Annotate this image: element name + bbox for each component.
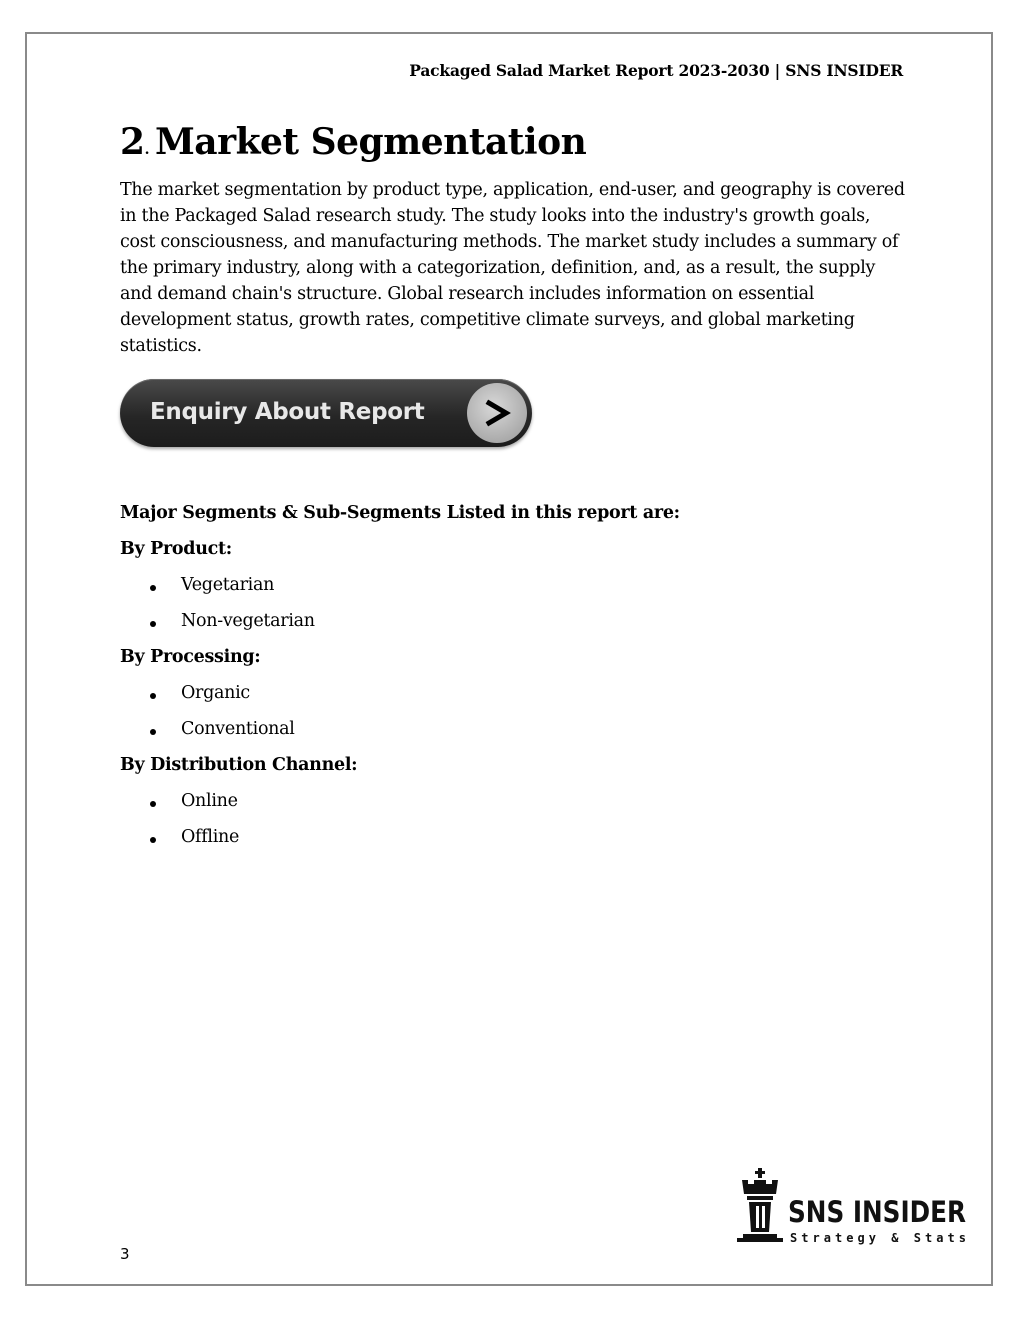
group-heading-distribution-channel: By Distribution Channel: — [120, 755, 358, 775]
running-header: Packaged Salad Market Report 2023-2030 | SNS INSIDER — [409, 61, 903, 80]
bullet-icon — [150, 621, 156, 627]
bullet-icon — [150, 693, 156, 699]
enquiry-about-report-button[interactable] — [120, 379, 532, 447]
list-item: Vegetarian — [181, 575, 275, 595]
intro-paragraph: The market segmentation by product type, application, end-user, and geography is covered in the Packaged Salad research study. The study looks into the industry's growth goals, cost consciousness, and manufacturing methods. The market study includes a summary of the primary industry, along with a categorization, definition, and, as a result, the supply and demand chain's structure. Global research includes information on essential development status, growth rates, competitive climate surveys, and global marketing statistics. — [120, 180, 905, 356]
enquiry-button-label: Enquiry About Report — [150, 399, 425, 425]
bullet-icon — [150, 837, 156, 843]
section-title — [120, 118, 586, 174]
list-item: Conventional — [181, 719, 295, 739]
list-item: Organic — [181, 683, 250, 703]
chevron-right-icon — [467, 383, 527, 443]
logo-brand: SNS INSIDER — [788, 1195, 966, 1229]
bullet-icon — [150, 801, 156, 807]
section-number: 2 — [120, 121, 145, 163]
sns-insider-logo — [734, 1166, 970, 1246]
group-heading-product: By Product: — [120, 539, 232, 559]
bullet-icon — [150, 729, 156, 735]
bullet-icon — [150, 585, 156, 591]
segments-heading: Major Segments & Sub-Segments Listed in this report are: — [120, 503, 680, 523]
logo-tagline: Strategy & Stats — [790, 1231, 966, 1245]
group-heading-processing: By Processing: — [120, 647, 261, 667]
section-number-dot: . — [144, 142, 149, 158]
list-item: Non-vegetarian — [181, 611, 315, 631]
page-number: 3 — [120, 1245, 130, 1263]
section-title-text: Market Segmentation — [154, 121, 587, 163]
list-item: Offline — [181, 827, 240, 847]
list-item: Online — [181, 791, 238, 811]
chess-king-icon — [737, 1168, 783, 1242]
